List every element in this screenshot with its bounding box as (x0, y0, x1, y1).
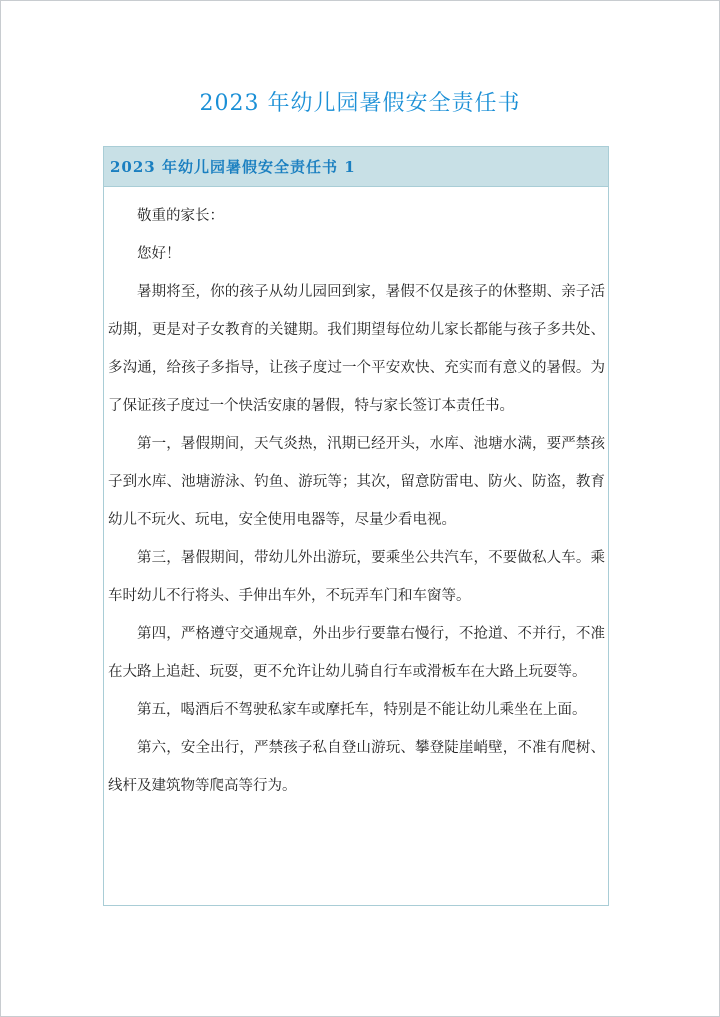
salutation: 您好！ (137, 246, 181, 262)
paragraph-sixth: 第六，安全出行，严禁孩子私自登山游玩、攀登陡崖峭壁，不准有爬树、线杆及建筑物等爬高等行为。 (108, 740, 605, 794)
document-title: 2023 年幼儿园暑假安全责任书 (199, 91, 521, 116)
paragraph-third: 第三，暑假期间，带幼儿外出游玩，要乘坐公共汽车，不要做私人车。乘车时幼儿不行将头、手伸出车外，不玩弄车门和车窗等。 (108, 550, 605, 604)
greeting: 敬重的家长： (137, 208, 224, 224)
paragraph-fifth: 第五，喝酒后不驾驶私家车或摩托车，特别是不能让幼儿乘坐在上面。 (137, 702, 587, 718)
paragraph-intro: 暑期将至，你的孩子从幼儿园回到家，暑假不仅是孩子的休整期、亲子活动期，更是对子女教育的关键期。我们期望每位幼儿家长都能与孩子多共处、多沟通，给孩子多指导，让孩子度过一个平安欢快、充实而有意义的暑假。为了保证孩子度过一个快活安康的暑假，特与家长签订本责任书。 (108, 284, 605, 414)
paragraph-first: 第一，暑假期间，天气炎热，汛期已经开头，水库、池塘水满，要严禁孩子到水库、池塘游泳、钓鱼、游玩等；其次，留意防雷电、防火、防盗，教育幼儿不玩火、玩电，安全使用电器等，尽量少看电视。 (108, 436, 605, 528)
body-text (104, 187, 608, 805)
section-header: 2023 年幼儿园暑假安全责任书 1 (104, 147, 608, 187)
paragraph-fourth: 第四，严格遵守交通规章，外出步行要靠右慢行，不抢道、不并行，不准在大路上追赶、玩耍，更不允许让幼儿骑自行车或滑板车在大路上玩耍等。 (108, 626, 605, 680)
content-box (103, 146, 609, 906)
